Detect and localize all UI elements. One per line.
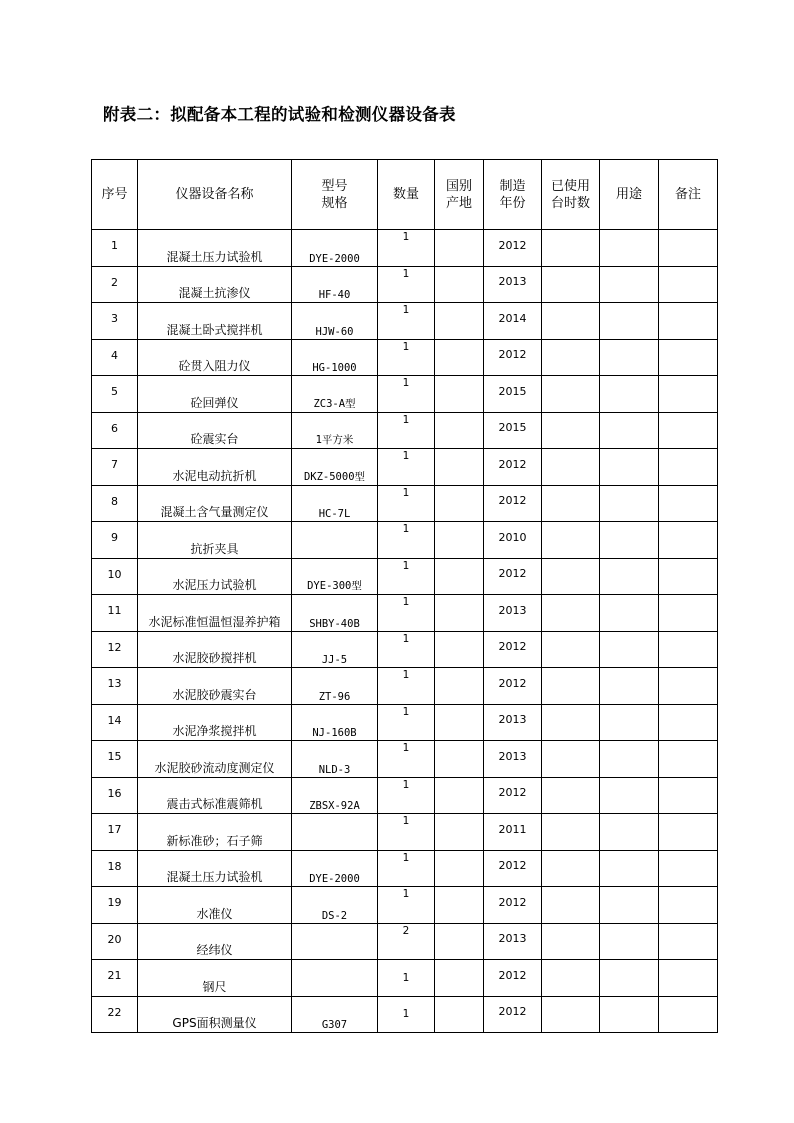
cell-hours (542, 668, 600, 705)
cell-seq: 21 (92, 960, 138, 997)
cell-name: 水泥净浆搅拌机 (138, 704, 292, 741)
cell-origin (435, 230, 484, 267)
cell-usage (600, 960, 659, 997)
header-qty: 数量 (378, 160, 435, 230)
cell-qty: 1 (378, 449, 435, 486)
cell-model: G307 (292, 996, 378, 1033)
cell-year: 2012 (484, 339, 542, 376)
cell-name: 混凝土卧式搅拌机 (138, 303, 292, 340)
cell-origin (435, 814, 484, 851)
table-row (92, 339, 718, 376)
cell-qty: 1 (378, 887, 435, 924)
cell-remark (659, 266, 718, 303)
cell-name: 砼贯入阻力仪 (138, 339, 292, 376)
header-hours (542, 160, 600, 230)
cell-hours (542, 412, 600, 449)
cell-remark (659, 996, 718, 1033)
cell-remark (659, 376, 718, 413)
cell-origin (435, 485, 484, 522)
cell-model: DYE-300型 (292, 558, 378, 595)
cell-seq: 6 (92, 412, 138, 449)
header-model (292, 160, 378, 230)
cell-qty: 1 (378, 668, 435, 705)
cell-qty: 1 (378, 777, 435, 814)
equipment-table (91, 159, 718, 1033)
cell-model: NJ-160B (292, 704, 378, 741)
cell-name: 经纬仪 (138, 923, 292, 960)
cell-year: 2012 (484, 631, 542, 668)
cell-hours (542, 339, 600, 376)
cell-usage (600, 850, 659, 887)
cell-seq: 11 (92, 595, 138, 632)
table-row (92, 595, 718, 632)
cell-seq: 17 (92, 814, 138, 851)
cell-model (292, 522, 378, 559)
cell-qty: 1 (378, 741, 435, 778)
cell-hours (542, 704, 600, 741)
cell-seq: 7 (92, 449, 138, 486)
cell-name: 水泥压力试验机 (138, 558, 292, 595)
cell-seq: 20 (92, 923, 138, 960)
cell-seq: 22 (92, 996, 138, 1033)
cell-qty: 1 (378, 303, 435, 340)
cell-qty: 1 (378, 595, 435, 632)
cell-usage (600, 887, 659, 924)
cell-model: 1平方米 (292, 412, 378, 449)
cell-hours (542, 376, 600, 413)
cell-usage (600, 668, 659, 705)
cell-seq: 3 (92, 303, 138, 340)
cell-seq: 15 (92, 741, 138, 778)
cell-remark (659, 412, 718, 449)
cell-seq: 9 (92, 522, 138, 559)
cell-remark (659, 850, 718, 887)
table-row (92, 960, 718, 997)
cell-model: ZT-96 (292, 668, 378, 705)
cell-name: 水泥胶砂搅拌机 (138, 631, 292, 668)
cell-year: 2012 (484, 230, 542, 267)
cell-model: JJ-5 (292, 631, 378, 668)
cell-seq: 12 (92, 631, 138, 668)
cell-name: 砼回弹仪 (138, 376, 292, 413)
cell-hours (542, 960, 600, 997)
cell-hours (542, 631, 600, 668)
cell-qty: 1 (378, 704, 435, 741)
table-row (92, 558, 718, 595)
cell-hours (542, 777, 600, 814)
cell-hours (542, 449, 600, 486)
header-origin-line1: 国别 (445, 178, 472, 194)
cell-seq: 10 (92, 558, 138, 595)
cell-qty: 1 (378, 558, 435, 595)
table-row (92, 230, 718, 267)
header-hours-line1: 已使用 (550, 178, 590, 194)
cell-qty: 1 (378, 631, 435, 668)
cell-remark (659, 449, 718, 486)
cell-name: 水泥胶砂流动度测定仪 (138, 741, 292, 778)
cell-seq: 18 (92, 850, 138, 887)
cell-hours (542, 303, 600, 340)
cell-name: 水泥电动抗折机 (138, 449, 292, 486)
cell-year: 2010 (484, 522, 542, 559)
document-title: 附表二：拟配备本工程的试验和检测仪器设备表 (103, 105, 456, 124)
cell-seq: 1 (92, 230, 138, 267)
cell-model: DYE-2000 (292, 850, 378, 887)
table-row (92, 777, 718, 814)
cell-usage (600, 704, 659, 741)
cell-usage (600, 449, 659, 486)
cell-usage (600, 996, 659, 1033)
cell-model: DS-2 (292, 887, 378, 924)
cell-qty: 1 (378, 339, 435, 376)
cell-remark (659, 339, 718, 376)
cell-hours (542, 522, 600, 559)
cell-origin (435, 522, 484, 559)
cell-origin (435, 449, 484, 486)
cell-remark (659, 704, 718, 741)
cell-remark (659, 923, 718, 960)
header-origin (435, 160, 484, 230)
cell-model: HJW-60 (292, 303, 378, 340)
cell-remark (659, 668, 718, 705)
cell-origin (435, 668, 484, 705)
header-remark: 备注 (659, 160, 718, 230)
cell-hours (542, 558, 600, 595)
table-row (92, 704, 718, 741)
cell-model: HG-1000 (292, 339, 378, 376)
cell-year: 2012 (484, 668, 542, 705)
table-row (92, 850, 718, 887)
cell-year: 2012 (484, 850, 542, 887)
cell-usage (600, 631, 659, 668)
cell-remark (659, 631, 718, 668)
cell-model: ZC3-A型 (292, 376, 378, 413)
cell-remark (659, 741, 718, 778)
cell-usage (600, 814, 659, 851)
cell-name: 水泥胶砂震实台 (138, 668, 292, 705)
cell-model (292, 923, 378, 960)
cell-seq: 16 (92, 777, 138, 814)
cell-usage (600, 230, 659, 267)
cell-remark (659, 814, 718, 851)
cell-year: 2012 (484, 558, 542, 595)
cell-model: DKZ-5000型 (292, 449, 378, 486)
cell-name: 砼震实台 (138, 412, 292, 449)
cell-origin (435, 339, 484, 376)
cell-year: 2012 (484, 449, 542, 486)
cell-origin (435, 996, 484, 1033)
cell-usage (600, 412, 659, 449)
cell-origin (435, 631, 484, 668)
header-year-line1: 制造 (499, 178, 526, 194)
table-row (92, 303, 718, 340)
cell-origin (435, 303, 484, 340)
table-row (92, 266, 718, 303)
cell-seq: 14 (92, 704, 138, 741)
cell-model: HF-40 (292, 266, 378, 303)
cell-hours (542, 814, 600, 851)
cell-name: 混凝土抗渗仪 (138, 266, 292, 303)
cell-year: 2013 (484, 266, 542, 303)
cell-origin (435, 376, 484, 413)
cell-hours (542, 850, 600, 887)
cell-year: 2013 (484, 741, 542, 778)
cell-name: 水准仪 (138, 887, 292, 924)
cell-hours (542, 485, 600, 522)
cell-name: 混凝土压力试验机 (138, 850, 292, 887)
table-row (92, 741, 718, 778)
cell-usage (600, 741, 659, 778)
cell-model: DYE-2000 (292, 230, 378, 267)
cell-year: 2014 (484, 303, 542, 340)
cell-year: 2013 (484, 595, 542, 632)
table-row (92, 923, 718, 960)
cell-hours (542, 595, 600, 632)
cell-name: 新标准砂；石子筛 (138, 814, 292, 851)
header-year (484, 160, 542, 230)
table-header-row (92, 160, 718, 230)
cell-name: 混凝土压力试验机 (138, 230, 292, 267)
cell-year: 2012 (484, 887, 542, 924)
table-row (92, 996, 718, 1033)
cell-usage (600, 485, 659, 522)
cell-seq: 13 (92, 668, 138, 705)
cell-qty: 1 (378, 266, 435, 303)
cell-qty: 1 (378, 522, 435, 559)
cell-year: 2013 (484, 704, 542, 741)
cell-name: 震击式标准震筛机 (138, 777, 292, 814)
cell-seq: 2 (92, 266, 138, 303)
cell-name: 钢尺 (138, 960, 292, 997)
cell-usage (600, 303, 659, 340)
cell-origin (435, 412, 484, 449)
cell-remark (659, 887, 718, 924)
cell-year: 2015 (484, 412, 542, 449)
cell-usage (600, 266, 659, 303)
cell-remark (659, 485, 718, 522)
cell-seq: 5 (92, 376, 138, 413)
cell-hours (542, 266, 600, 303)
cell-seq: 8 (92, 485, 138, 522)
header-origin-line2: 产地 (445, 195, 472, 211)
table-row (92, 449, 718, 486)
cell-hours (542, 741, 600, 778)
cell-year: 2012 (484, 485, 542, 522)
cell-qty: 2 (378, 923, 435, 960)
cell-qty: 1 (378, 230, 435, 267)
cell-qty: 1 (378, 814, 435, 851)
cell-usage (600, 923, 659, 960)
cell-remark (659, 522, 718, 559)
cell-hours (542, 996, 600, 1033)
table-row (92, 485, 718, 522)
cell-name: GPS面积测量仪 (138, 996, 292, 1033)
cell-usage (600, 522, 659, 559)
table-row (92, 814, 718, 851)
cell-model: NLD-3 (292, 741, 378, 778)
table-row (92, 887, 718, 924)
cell-model: SHBY-40B (292, 595, 378, 632)
cell-hours (542, 230, 600, 267)
cell-usage (600, 558, 659, 595)
header-model-line2: 规格 (321, 195, 348, 211)
table-row (92, 376, 718, 413)
cell-origin (435, 595, 484, 632)
cell-qty: 1 (378, 960, 435, 997)
cell-origin (435, 777, 484, 814)
cell-name: 水泥标准恒温恒湿养护箱 (138, 595, 292, 632)
header-usage: 用途 (600, 160, 659, 230)
cell-seq: 19 (92, 887, 138, 924)
cell-year: 2011 (484, 814, 542, 851)
cell-remark (659, 595, 718, 632)
cell-model (292, 814, 378, 851)
cell-hours (542, 923, 600, 960)
header-model-line1: 型号 (321, 178, 348, 194)
cell-usage (600, 595, 659, 632)
cell-origin (435, 558, 484, 595)
cell-qty: 1 (378, 412, 435, 449)
cell-origin (435, 923, 484, 960)
cell-year: 2012 (484, 996, 542, 1033)
cell-hours (542, 887, 600, 924)
header-hours-line2: 台时数 (550, 195, 590, 211)
cell-origin (435, 741, 484, 778)
table-row (92, 522, 718, 559)
cell-remark (659, 777, 718, 814)
cell-usage (600, 339, 659, 376)
cell-remark (659, 960, 718, 997)
cell-model: ZBSX-92A (292, 777, 378, 814)
cell-name: 混凝土含气量测定仪 (138, 485, 292, 522)
cell-origin (435, 960, 484, 997)
cell-qty: 1 (378, 996, 435, 1033)
header-year-line2: 年份 (499, 195, 526, 211)
table-row (92, 668, 718, 705)
header-name: 仪器设备名称 (138, 160, 292, 230)
cell-usage (600, 777, 659, 814)
cell-model: HC-7L (292, 485, 378, 522)
table-row (92, 631, 718, 668)
cell-year: 2015 (484, 376, 542, 413)
table-row (92, 412, 718, 449)
cell-year: 2012 (484, 960, 542, 997)
cell-origin (435, 704, 484, 741)
cell-qty: 1 (378, 850, 435, 887)
cell-origin (435, 887, 484, 924)
cell-year: 2012 (484, 777, 542, 814)
cell-qty: 1 (378, 376, 435, 413)
cell-origin (435, 266, 484, 303)
cell-remark (659, 558, 718, 595)
cell-year: 2013 (484, 923, 542, 960)
cell-seq: 4 (92, 339, 138, 376)
cell-qty: 1 (378, 485, 435, 522)
cell-model (292, 960, 378, 997)
cell-remark (659, 303, 718, 340)
cell-name: 抗折夹具 (138, 522, 292, 559)
cell-remark (659, 230, 718, 267)
cell-usage (600, 376, 659, 413)
header-seq: 序号 (92, 160, 138, 230)
cell-origin (435, 850, 484, 887)
